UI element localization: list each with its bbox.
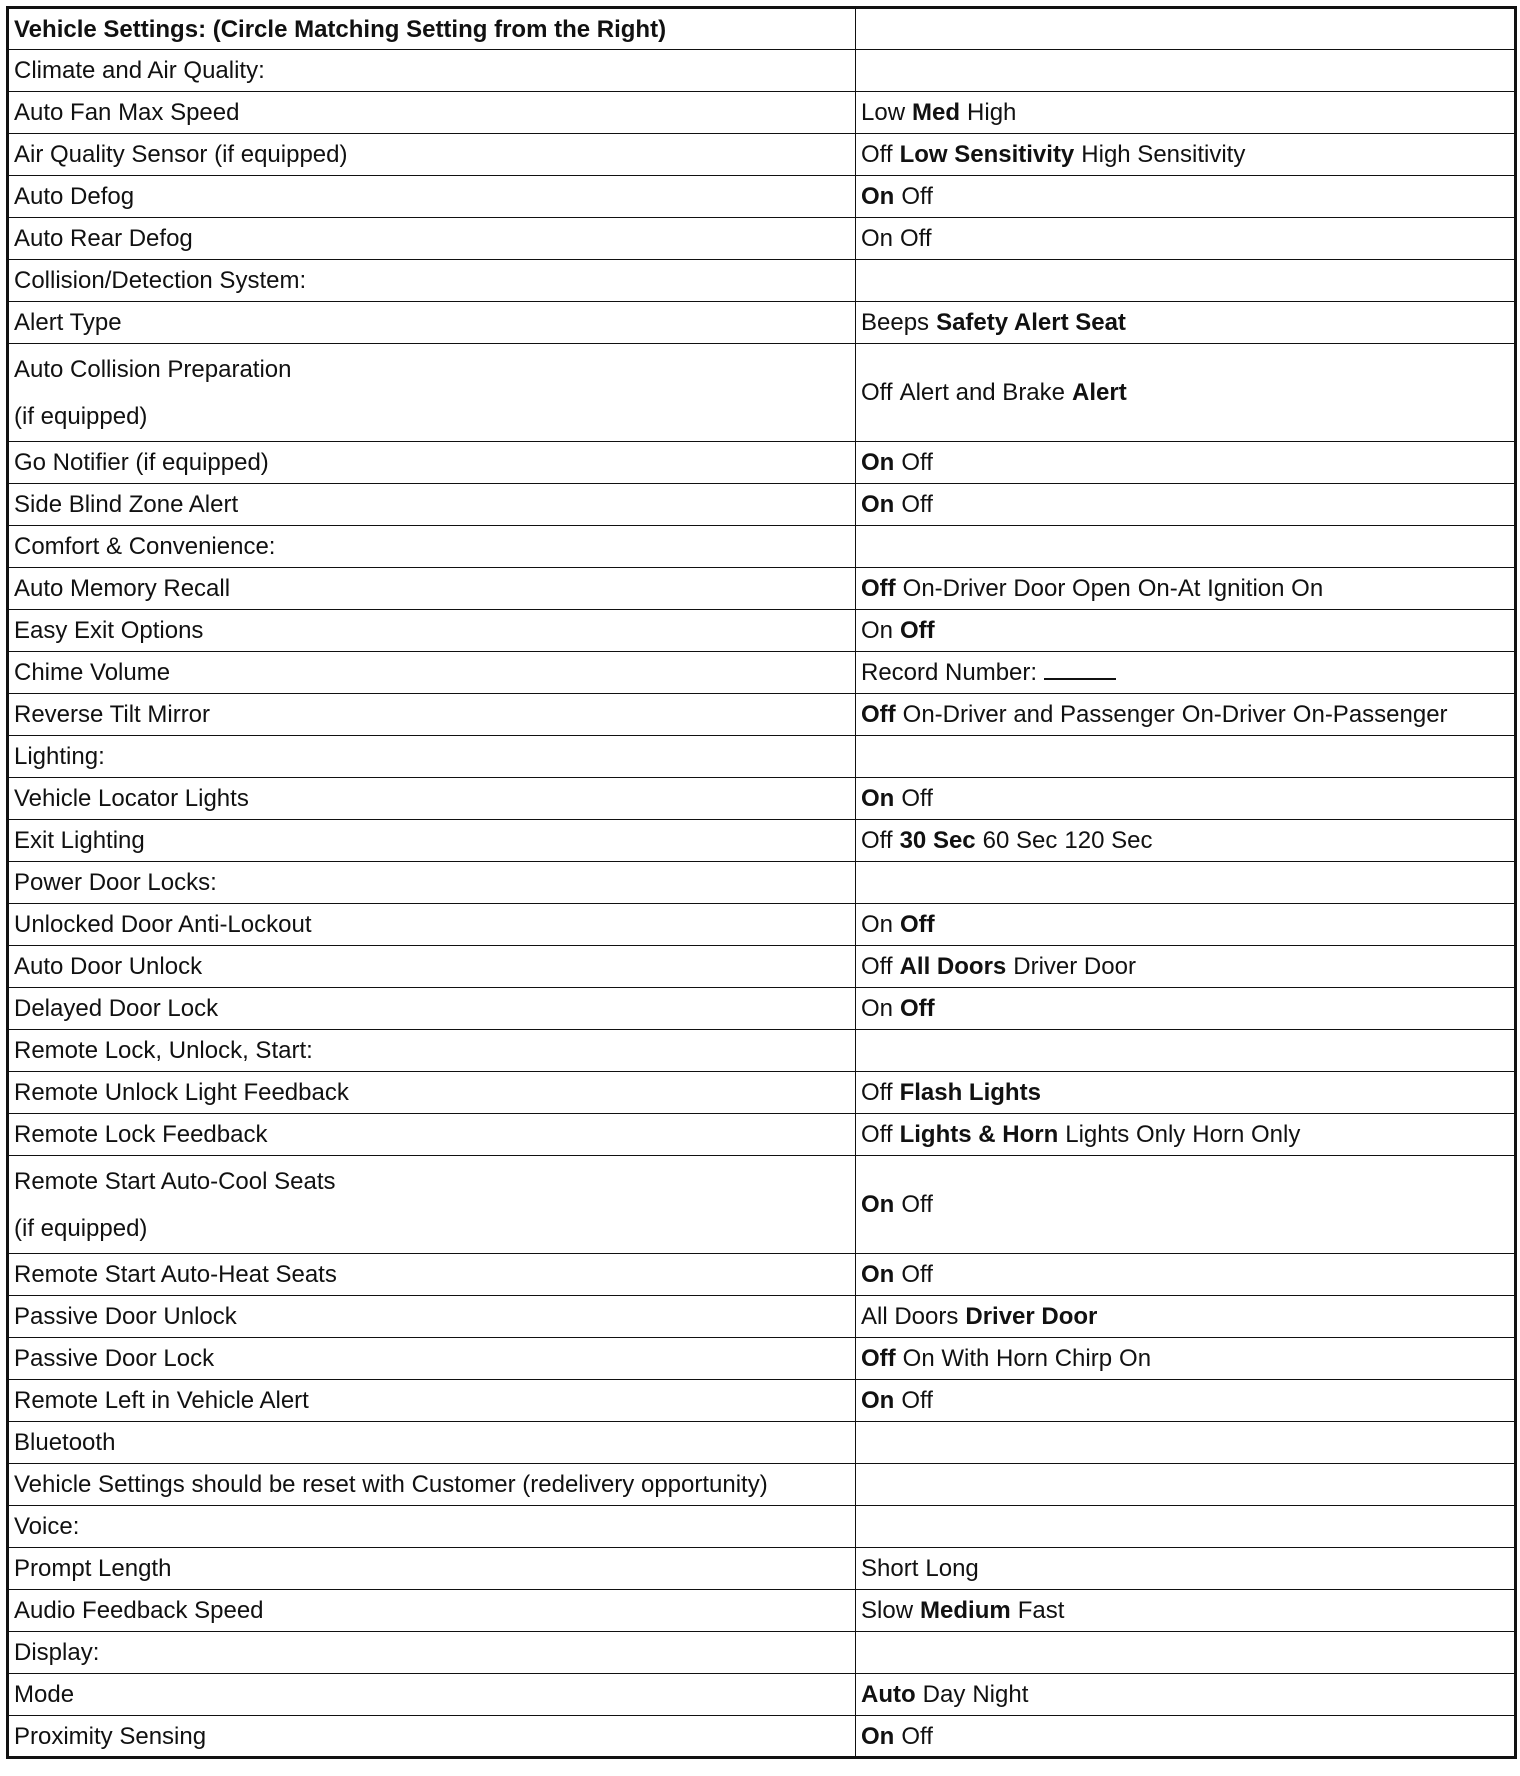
setting-options <box>856 50 1516 92</box>
setting-label-text: Alert Type <box>14 309 122 336</box>
section-row <box>8 1464 1516 1506</box>
option-recommended[interactable]: Auto <box>861 1681 916 1708</box>
setting-label-text: Easy Exit Options <box>14 617 204 644</box>
setting-label-text: Power Door Locks: <box>14 869 217 896</box>
setting-row <box>8 904 1516 946</box>
setting-row <box>8 1338 1516 1380</box>
option[interactable]: Record Number: <box>861 659 1038 686</box>
option[interactable]: Off <box>901 449 933 476</box>
setting-options <box>856 484 1516 526</box>
setting-label-text: Passive Door Unlock <box>14 1303 237 1330</box>
section-label <box>8 526 856 568</box>
section-row <box>8 50 1516 92</box>
option-recommended[interactable]: Off <box>900 617 935 644</box>
option[interactable]: On-Passenger <box>1292 701 1448 728</box>
option[interactable]: 60 Sec <box>982 827 1058 854</box>
setting-label-text: Mode <box>14 1681 75 1708</box>
setting-label <box>8 484 856 526</box>
setting-label-text: Exit Lighting <box>14 827 145 854</box>
setting-label <box>8 1156 856 1254</box>
option[interactable]: Off <box>861 827 893 854</box>
section-label <box>8 1422 856 1464</box>
setting-label <box>8 568 856 610</box>
setting-row <box>8 1156 1516 1254</box>
setting-label <box>8 904 856 946</box>
setting-options <box>856 862 1516 904</box>
option[interactable]: Off <box>861 953 893 980</box>
section-row <box>8 1030 1516 1072</box>
setting-label <box>8 442 856 484</box>
section-row <box>8 1422 1516 1464</box>
setting-options <box>856 1506 1516 1548</box>
setting-row <box>8 1716 1516 1758</box>
setting-options <box>856 1464 1516 1506</box>
section-row <box>8 1506 1516 1548</box>
setting-label <box>8 218 856 260</box>
setting-row <box>8 1254 1516 1296</box>
setting-label <box>8 1114 856 1156</box>
section-label <box>8 260 856 302</box>
option-recommended[interactable]: Safety Alert Seat <box>936 309 1126 336</box>
setting-options <box>856 1590 1516 1632</box>
setting-options <box>856 134 1516 176</box>
setting-label-text: Remote Lock, Unlock, Start: <box>14 1037 313 1064</box>
setting-sublabel: (if equipped) <box>14 1214 148 1242</box>
option[interactable]: Night <box>972 1681 1029 1708</box>
setting-label-text: Reverse Tilt Mirror <box>14 701 211 728</box>
setting-row <box>8 820 1516 862</box>
option[interactable]: Off <box>901 491 933 518</box>
option[interactable]: Driver Door <box>1013 953 1136 980</box>
option[interactable]: Off <box>901 1191 933 1218</box>
option[interactable]: On <box>861 995 894 1022</box>
setting-row <box>8 176 1516 218</box>
setting-label-text: Remote Unlock Light Feedback <box>14 1079 349 1106</box>
option[interactable]: Off <box>901 183 933 210</box>
option[interactable]: High <box>967 99 1017 126</box>
option[interactable]: Off <box>900 225 932 252</box>
setting-options <box>856 1156 1516 1254</box>
section-label <box>8 1464 856 1506</box>
setting-label-text: Remote Lock Feedback <box>14 1121 268 1148</box>
option[interactable]: On-Driver Door Open <box>902 575 1131 602</box>
setting-label-text: Comfort & Convenience: <box>14 533 276 560</box>
setting-label <box>8 1590 856 1632</box>
setting-options <box>856 820 1516 862</box>
setting-sublabel: (if equipped) <box>14 402 148 430</box>
option-recommended[interactable]: Flash Lights <box>899 1079 1041 1106</box>
setting-label-text: Delayed Door Lock <box>14 995 219 1022</box>
setting-label <box>8 302 856 344</box>
setting-row <box>8 1674 1516 1716</box>
setting-options <box>856 1114 1516 1156</box>
setting-label <box>8 694 856 736</box>
setting-label <box>8 820 856 862</box>
section-row <box>8 736 1516 778</box>
option-recommended[interactable]: Driver Door <box>965 1303 1098 1330</box>
setting-row <box>8 302 1516 344</box>
setting-label-text: Bluetooth <box>14 1429 116 1456</box>
setting-label <box>8 1338 856 1380</box>
section-row <box>8 526 1516 568</box>
setting-row <box>8 1590 1516 1632</box>
option[interactable]: On <box>861 225 894 252</box>
section-label <box>8 1030 856 1072</box>
option[interactable]: On-At Ignition On <box>1137 575 1324 602</box>
setting-row <box>8 652 1516 694</box>
setting-label <box>8 1296 856 1338</box>
setting-options <box>856 1254 1516 1296</box>
setting-label-text: Side Blind Zone Alert <box>14 491 239 518</box>
setting-label-text: Proximity Sensing <box>14 1722 207 1750</box>
option-recommended[interactable]: On <box>861 491 895 518</box>
setting-label-text: Auto Memory Recall <box>14 575 231 602</box>
table-title-options-cell <box>856 8 1516 50</box>
option-recommended[interactable]: On <box>861 1387 895 1414</box>
setting-label-text: Remote Left in Vehicle Alert <box>14 1387 309 1414</box>
option[interactable]: Off <box>861 141 893 168</box>
setting-label-text: Prompt Length <box>14 1555 172 1582</box>
setting-label <box>8 176 856 218</box>
section-row <box>8 1632 1516 1674</box>
option[interactable]: 120 Sec <box>1064 827 1153 854</box>
setting-options <box>856 610 1516 652</box>
record-number-blank[interactable] <box>1044 660 1116 680</box>
section-row <box>8 862 1516 904</box>
setting-options <box>856 904 1516 946</box>
setting-row <box>8 218 1516 260</box>
vehicle-settings-table <box>6 6 1517 1759</box>
option-recommended[interactable]: Off <box>861 575 896 602</box>
option[interactable]: On-Driver and Passenger <box>902 701 1175 728</box>
option[interactable]: Fast <box>1017 1597 1065 1624</box>
option[interactable]: High Sensitivity <box>1081 141 1246 168</box>
setting-options <box>856 1030 1516 1072</box>
option-recommended[interactable]: Med <box>912 99 961 126</box>
setting-label-text: Remote Start Auto-Heat Seats <box>14 1261 337 1288</box>
setting-label <box>8 1716 856 1758</box>
option[interactable]: On With Horn Chirp <box>902 1345 1113 1372</box>
option[interactable]: Off <box>901 1261 933 1288</box>
setting-label-text: Remote Start Auto-Cool Seats <box>14 1167 336 1195</box>
setting-label-text: Collision/Detection System: <box>14 267 307 294</box>
setting-label-text: Auto Fan Max Speed <box>14 99 240 126</box>
setting-label-text: Chime Volume <box>14 659 171 686</box>
setting-options <box>856 260 1516 302</box>
setting-label-text: Auto Door Unlock <box>14 953 203 980</box>
setting-row <box>8 92 1516 134</box>
label-spacer <box>14 383 850 403</box>
option[interactable]: Day <box>922 1681 966 1708</box>
option-recommended[interactable]: On <box>861 1722 895 1750</box>
option[interactable]: All Doors <box>861 1303 959 1330</box>
setting-label-text: Auto Collision Preparation <box>14 355 292 383</box>
setting-row <box>8 946 1516 988</box>
setting-row <box>8 778 1516 820</box>
setting-label <box>8 1254 856 1296</box>
option[interactable]: Off <box>901 1722 933 1750</box>
setting-label-text: Air Quality Sensor (if equipped) <box>14 141 348 168</box>
setting-label-text: Climate and Air Quality: <box>14 57 265 84</box>
option[interactable]: On <box>861 911 894 938</box>
setting-options <box>856 946 1516 988</box>
setting-options <box>856 176 1516 218</box>
setting-label <box>8 344 856 442</box>
setting-options <box>856 344 1516 442</box>
setting-label-text: Display: <box>14 1639 100 1666</box>
option[interactable]: On-Driver <box>1181 701 1286 728</box>
setting-options <box>856 778 1516 820</box>
option-recommended[interactable]: Low Sensitivity <box>899 141 1075 168</box>
setting-options <box>856 988 1516 1030</box>
option-recommended[interactable]: Off <box>900 995 935 1022</box>
option-recommended[interactable]: All Doors <box>899 953 1007 980</box>
option[interactable]: Slow <box>861 1597 914 1624</box>
setting-row <box>8 694 1516 736</box>
setting-options <box>856 1548 1516 1590</box>
setting-label <box>8 134 856 176</box>
setting-label <box>8 988 856 1030</box>
setting-row <box>8 442 1516 484</box>
setting-row <box>8 134 1516 176</box>
settings-table-body <box>8 8 1516 1758</box>
section-label <box>8 862 856 904</box>
setting-label-text: Auto Rear Defog <box>14 225 193 252</box>
setting-label <box>8 1072 856 1114</box>
setting-row <box>8 484 1516 526</box>
setting-options <box>856 1380 1516 1422</box>
setting-label-text: Audio Feedback Speed <box>14 1597 264 1624</box>
option-recommended[interactable]: On <box>861 785 895 812</box>
setting-label <box>8 1548 856 1590</box>
setting-options <box>856 92 1516 134</box>
setting-row <box>8 1072 1516 1114</box>
setting-options <box>856 1674 1516 1716</box>
setting-label-text: Auto Defog <box>14 183 135 210</box>
option-recommended[interactable]: Off <box>861 701 896 728</box>
option[interactable]: Low <box>861 99 906 126</box>
section-label <box>8 1632 856 1674</box>
setting-row <box>8 1114 1516 1156</box>
setting-label-text: Vehicle Settings should be reset with Customer (redelivery opportunity) <box>14 1471 768 1498</box>
option[interactable]: Lights Only <box>1065 1121 1186 1148</box>
option[interactable]: Off <box>901 785 933 812</box>
setting-options <box>856 652 1516 694</box>
option[interactable]: On <box>1119 1345 1152 1372</box>
setting-label-text: Voice: <box>14 1513 80 1540</box>
option-recommended[interactable]: Lights & Horn <box>899 1121 1059 1148</box>
option[interactable]: Long <box>925 1555 979 1582</box>
option[interactable]: Off <box>861 1121 893 1148</box>
setting-row <box>8 568 1516 610</box>
setting-row <box>8 1548 1516 1590</box>
setting-label <box>8 778 856 820</box>
option[interactable]: Alert and Brake <box>899 379 1065 406</box>
option[interactable]: Beeps <box>861 309 930 336</box>
option-recommended[interactable]: On <box>861 183 895 210</box>
option-recommended[interactable]: On <box>861 1191 895 1218</box>
option[interactable]: Off <box>901 1387 933 1414</box>
option[interactable]: On <box>861 617 894 644</box>
setting-row <box>8 344 1516 442</box>
setting-options <box>856 302 1516 344</box>
option-recommended[interactable]: 30 Sec <box>899 827 976 854</box>
setting-options <box>856 1296 1516 1338</box>
setting-options <box>856 568 1516 610</box>
setting-row <box>8 610 1516 652</box>
setting-row <box>8 1380 1516 1422</box>
section-row <box>8 260 1516 302</box>
setting-label-text: Go Notifier (if equipped) <box>14 449 269 476</box>
option-recommended[interactable]: Medium <box>920 1597 1011 1624</box>
setting-row <box>8 988 1516 1030</box>
setting-label <box>8 946 856 988</box>
section-label <box>8 50 856 92</box>
setting-options <box>856 1072 1516 1114</box>
setting-label <box>8 652 856 694</box>
option-recommended[interactable]: On <box>861 449 895 476</box>
setting-options <box>856 1422 1516 1464</box>
option[interactable]: Off <box>861 379 893 406</box>
setting-options <box>856 1716 1516 1758</box>
setting-options <box>856 218 1516 260</box>
setting-options <box>856 442 1516 484</box>
section-label <box>8 736 856 778</box>
setting-label-text: Vehicle Locator Lights <box>14 785 249 812</box>
option[interactable]: Off <box>861 1079 893 1106</box>
setting-label <box>8 1380 856 1422</box>
option-recommended[interactable]: Off <box>900 911 935 938</box>
option-recommended[interactable]: On <box>861 1261 895 1288</box>
label-spacer <box>14 1195 850 1215</box>
setting-label <box>8 610 856 652</box>
option-recommended[interactable]: Off <box>861 1345 896 1372</box>
setting-options <box>856 526 1516 568</box>
setting-options <box>856 1632 1516 1674</box>
setting-label <box>8 1674 856 1716</box>
setting-label-text: Lighting: <box>14 743 105 770</box>
section-label <box>8 1506 856 1548</box>
setting-label-text: Unlocked Door Anti-Lockout <box>14 911 312 938</box>
setting-options <box>856 736 1516 778</box>
setting-label <box>8 92 856 134</box>
setting-options <box>856 1338 1516 1380</box>
option[interactable]: Horn Only <box>1192 1121 1301 1148</box>
table-header-row <box>8 8 1516 50</box>
option[interactable]: Short <box>861 1555 919 1582</box>
setting-options <box>856 694 1516 736</box>
setting-row <box>8 1296 1516 1338</box>
setting-label-text: Passive Door Lock <box>14 1345 215 1372</box>
option-recommended[interactable]: Alert <box>1072 379 1127 406</box>
table-title: Vehicle Settings: (Circle Matching Setting from the Right) <box>8 8 856 50</box>
